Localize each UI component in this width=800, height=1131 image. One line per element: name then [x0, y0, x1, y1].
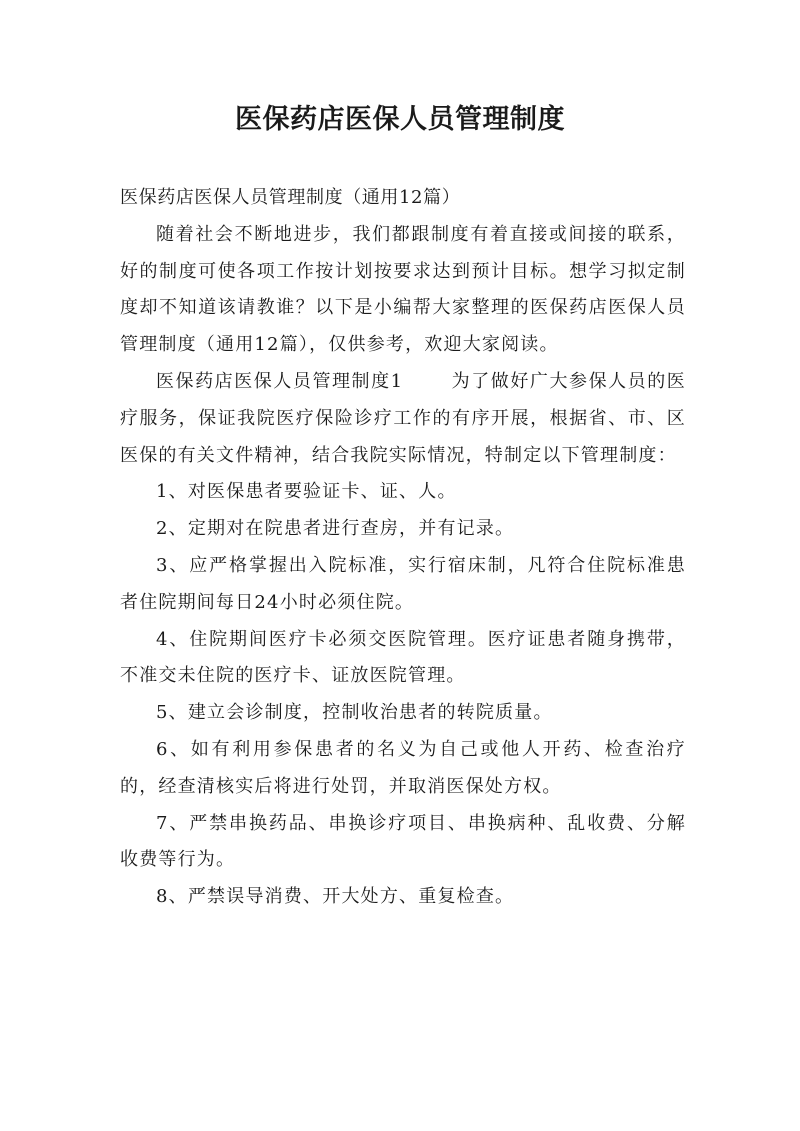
rule-item-1: 1、对医保患者要验证卡、证、人。	[156, 481, 457, 503]
document-title: 医保药店医保人员管理制度	[235, 104, 565, 135]
rule-item-7: 7、严禁串换药品、串换诊疗项目、串换病种、乱收费、分解收费等行为。	[120, 812, 686, 871]
document-subtitle: 医保药店医保人员管理制度（通用12篇）	[120, 187, 461, 208]
rule-item-6: 6、如有利用参保患者的名义为自己或他人开药、检查治疗的，经查清核实后将进行处罚，并取消医保处方权。	[120, 738, 686, 797]
intro-paragraph: 随着社会不断地进步，我们都跟制度有着直接或间接的联系，好的制度可使各项工作按计划按要求达到预计目标。想学习拟定制度却不知道该请教谁？以下是小编帮大家整理的医保药店医保人员管理制度（通用12篇），仅供参考，欢迎大家阅读。	[120, 223, 686, 356]
section-1-paragraph	[120, 364, 686, 474]
rule-item-2: 2、定期对在院患者进行查房，并有记录。	[156, 518, 515, 540]
section-1-lead: 为了做好广大参保人员的医疗服务，保证我院医疗保险诊疗工作的有序开展，根据省、市、区医保的有关文件精神，结合我院实际情况，特制定以下管理制度：	[120, 370, 686, 466]
rule-item-3: 3、应严格掌握出入院标准，实行宿床制，凡符合住院标准患者住院期间每日24小时必须住院。	[120, 554, 686, 613]
section-1-heading: 医保药店医保人员管理制度1	[156, 370, 404, 392]
rule-item-8: 8、严禁误导消费、开大处方、重复检查。	[156, 886, 515, 908]
document-body	[120, 180, 686, 916]
rule-item-4: 4、住院期间医疗卡必须交医院管理。医疗证患者随身携带，不准交未住院的医疗卡、证放医院管理。	[120, 628, 686, 687]
rule-item-5: 5、建立会诊制度，控制收治患者的转院质量。	[156, 702, 553, 724]
